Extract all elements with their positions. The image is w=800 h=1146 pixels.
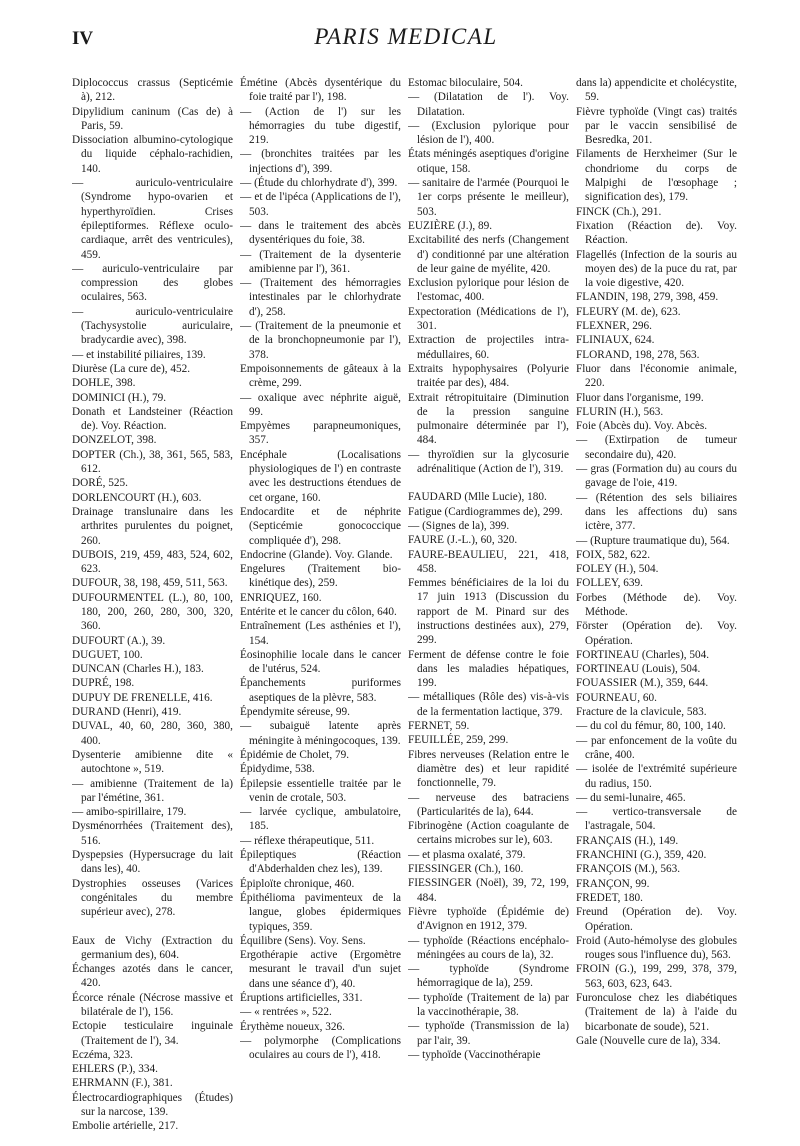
index-entry: EHLERS (P.), 334. [72, 1063, 158, 1076]
index-entry: Fluor dans l'économie animale, 220. [576, 362, 737, 390]
index-entry: — du col du fémur, 80, 100, 140. [576, 720, 726, 733]
index-entry: Entérite et le cancer du côlon, 640. [240, 605, 397, 618]
index-entry: Dissociation albumino-cytologique du liquide céphalo-rachidien, 140. [72, 134, 233, 175]
index-entry: Ferment de défense contre le foie dans les maladies hépatiques, 199. [408, 648, 569, 690]
index-entry: DUNCAN (Charles H.), 183. [72, 663, 204, 676]
index-entry: Empoisonnements de gâteaux à la crème, 299. [240, 362, 401, 390]
index-entry: — (Dilatation de l'). Voy. Dilatation. [408, 91, 569, 118]
index-entry: Électrocardiographiques (Études) sur la narcose, 139. [72, 1091, 233, 1119]
index-entry: — auriculo-ventriculaire (Syndrome hypo-ovarien et hyperthyroïdien. Crises épileptiformes. Réflexe oculo-cardiaque, arrêt des ventricules), 459. [72, 177, 233, 261]
index-entry: — amibo-spirillaire, 179. [72, 806, 187, 819]
index-entry: FAUDARD (Mlle Lucie), 180. [408, 491, 547, 504]
index-entry: FLINIAUX, 624. [576, 334, 655, 347]
index-entry: Fixation (Réaction de). Voy. Réaction. [576, 219, 737, 247]
index-entry: FRANÇON, 99. [576, 877, 650, 890]
index-entry: — et de l'ipéca (Applications de l'), 503. [240, 191, 401, 218]
index-column-2 [240, 76, 401, 1134]
index-entry: FRANÇOIS (M.), 563. [576, 863, 681, 876]
index-entry: Épendymite séreuse, 99. [240, 706, 350, 719]
index-entry: Équilibre (Sens). Voy. Sens. [240, 934, 366, 947]
index-entry: Empyèmes parapneumoniques, 357. [240, 420, 401, 447]
index-entry: Épilepsie essentielle traitée par le venin de crotale, 503. [240, 777, 401, 804]
index-entry: — (Traitement des hémorragies intestinales par le chlorhydrate d'), 258. [240, 277, 401, 318]
index-entry: Épidémie de Cholet, 79. [240, 748, 350, 761]
index-entry: Furonculose chez les diabétiques (Traitement de la) à l'aide du bicarbonate de soude), 521. [576, 992, 737, 1033]
index-entry: — réflexe thérapeutique, 511. [240, 834, 375, 847]
index-entry: FAURE-BEAULIEU, 221, 418, 458. [408, 548, 569, 575]
index-entry: — auriculo-ventriculaire (Tachysystolie auriculaire, bradycardie avec), 398. [72, 305, 233, 347]
index-entry: Freund (Opération de). Voy. Opération. [576, 906, 737, 933]
index-entry: Dystrophies osseuses (Varices congénitales du membre supérieur avec), 278. [72, 877, 233, 919]
index-entry: DUPRÉ, 198. [72, 677, 135, 690]
index-entry: — gras (Formation du) au cours du gavage de l'oie, 419. [576, 463, 737, 490]
index-entry: Encéphale (Localisations physiologiques de l') en contraste avec les destructions étendues de cet organe, 160. [240, 448, 401, 504]
index-entry: — (Traitement de la dysenterie amibienne par l'), 361. [240, 248, 401, 275]
index-entry: Estomac biloculaire, 504. [408, 77, 523, 89]
index-entry: — « rentrées », 522. [240, 1006, 332, 1019]
index-entry: FLORAND, 198, 278, 563. [576, 348, 700, 361]
index-entry: DONZELOT, 398. [72, 434, 157, 447]
index-entry: Extraction de projectiles intra-médullaires, 60. [408, 334, 569, 361]
index-entry: Épithélioma pavimenteux de la langue, globes épidermiques typiques, 359. [240, 891, 401, 933]
index-entry: DOHLE, 398. [72, 377, 136, 390]
index-entry: Gale (Nouvelle cure de la), 334. [576, 1034, 721, 1047]
index-entry: Éruptions artificielles, 331. [240, 992, 363, 1004]
index-entry: Excitabilité des nerfs (Changement d') conditionné par une altération de leur gaine de myélite, 420. [408, 234, 569, 275]
index-entry: Endocrine (Glande). Voy. Glande. [240, 548, 393, 561]
index-entry: — auriculo-ventriculaire par compression des globes oculaires, 563. [72, 262, 233, 304]
index-entry: Endocardite et de néphrite (Septicémie gonococcique compliquée d'), 298. [240, 505, 401, 547]
index-entry: Extrait rétropituitaire (Diminution de la pression sanguine pulmonaire déterminée par l'), 484. [408, 391, 569, 447]
index-entry: Épidydime, 538. [240, 763, 315, 776]
index-entry: — (Extirpation de tumeur secondaire du), 420. [576, 434, 737, 461]
index-entry: DURAND (Henri), 419. [72, 706, 182, 719]
index-columns [72, 76, 740, 1134]
index-column-3 [408, 76, 569, 1134]
index-entry: Fièvre typhoïde (Épidémie de) d'Avignon en 1912, 379. [408, 905, 569, 933]
index-entry: Embolie artérielle, 217. [72, 1120, 179, 1133]
index-entry: DORÉ, 525. [72, 477, 128, 490]
index-entry: FINCK (Ch.), 291. [576, 205, 662, 218]
index-entry: DOMINICI (H.), 79. [72, 391, 167, 404]
index-entry: — par enfoncement de la voûte du crâne, 400. [576, 734, 737, 761]
index-entry: — typhoïde (Vaccinothérapie [408, 1048, 541, 1061]
index-entry: Ectopie testiculaire inguinale (Traitement de l'), 34. [72, 1020, 233, 1047]
index-entry: — thyroïdien sur la glycosurie adrénalitique (Action de l'), 319. [408, 448, 569, 476]
index-entry: — larvée cyclique, ambulatoire, 185. [240, 806, 401, 833]
index-entry: — (Traitement de la pneumonie et de la bronchopneumonie par l'), 378. [240, 320, 401, 361]
index-entry: DUGUET, 100. [72, 648, 143, 661]
index-entry: Éosinophilie locale dans le cancer de l'utérus, 524. [240, 648, 401, 676]
index-entry: — (Action de l') sur les hémorragies du tube digestif, 219. [240, 105, 401, 147]
index-entry: Diplococcus crassus (Septicémie à), 212. [72, 77, 233, 104]
index-entry: — et instabilité piliaires, 139. [72, 348, 206, 361]
index-entry: — typhoïde (Réactions encéphalo-méningées au cours de la), 32. [408, 934, 569, 961]
index-entry: DORLENCOURT (H.), 603. [72, 491, 202, 504]
index-entry: FOIX, 582, 622. [576, 548, 651, 561]
index-entry: FLANDIN, 198, 279, 398, 459. [576, 291, 719, 304]
index-entry: — dans le traitement des abcès dysentériques du foie, 38. [240, 219, 401, 247]
index-entry: Fibres nerveuses (Relation entre le diamètre des) et leur rapidité fonctionnelle, 79. [408, 748, 569, 790]
index-entry: États méningés aseptiques d'origine otique, 158. [408, 148, 569, 175]
index-entry: FRANCHINI (G.), 359, 420. [576, 849, 707, 862]
index-entry: — nerveuse des batraciens (Particularités de la), 644. [408, 791, 569, 818]
index-entry: Förster (Opération de). Voy. Opération. [576, 620, 737, 647]
index-entry: Exclusion pylorique pour lésion de l'estomac, 400. [408, 277, 569, 304]
index-entry: Forbes (Méthode de). Voy. Méthode. [576, 591, 737, 618]
index-entry: FLEXNER, 296. [576, 320, 652, 333]
index-entry: FLEURY (M. de), 623. [576, 305, 681, 318]
page-number: IV [72, 28, 94, 49]
index-entry: DUFOURMENTEL (L.), 80, 100, 180, 200, 260, 280, 300, 320, 360. [72, 591, 233, 633]
index-entry: DUFOURT (A.), 39. [72, 634, 166, 647]
index-entry: FAURE (J.-L.), 60, 320. [408, 534, 518, 547]
index-entry: — polymorphe (Complications oculaires au cours de l'), 418. [240, 1034, 401, 1062]
index-entry: — oxalique avec néphrite aiguë, 99. [240, 391, 401, 418]
index-entry: Eaux de Vichy (Extraction du germanium des), 604. [72, 934, 233, 961]
index-entry: DUFOUR, 38, 198, 459, 511, 563. [72, 577, 228, 590]
index-entry: FIESSINGER (Noël), 39, 72, 199, 484. [408, 877, 569, 904]
index-entry: Émétine (Abcès dysentérique du foie traité par l'), 198. [240, 77, 401, 104]
index-entry: Donath et Landsteiner (Réaction de). Voy. Réaction. [72, 405, 233, 433]
index-entry: FOLLEY, 639. [576, 577, 643, 590]
index-entry: EHRMANN (F.), 381. [72, 1077, 173, 1090]
index-entry: Drainage translunaire dans les arthrites purulentes du poignet, 260. [72, 505, 233, 547]
index-entry: FEUILLÉE, 259, 299. [408, 734, 509, 747]
index-entry: DUVAL, 40, 60, 280, 360, 380, 400. [72, 720, 233, 747]
index-entry: Entraînement (Les asthénies et l'), 154. [240, 620, 401, 647]
index-entry: Dyspepsies (Hypersucrage du lait dans les), 40. [72, 849, 233, 876]
index-entry: Filaments de Herxheimer (Sur le chondriome du corps de Malpighi de l'œsophage ; signification des), 179. [576, 148, 737, 204]
index-entry: DUPUY DE FRENELLE, 416. [72, 691, 213, 704]
index-entry: Érythème noueux, 326. [240, 1020, 345, 1033]
index-entry: Ergothérapie active (Ergomètre mesurant le travail d'un sujet dans une séance d'), 40. [240, 949, 401, 990]
index-entry: FORTINEAU (Charles), 504. [576, 648, 710, 661]
index-entry: Fièvre typhoïde (Vingt cas) traités par le vaccin sensibilisé de Besredka, 201. [576, 105, 737, 147]
index-entry: Extraits hypophysaires (Polyurie traitée par des), 484. [408, 362, 569, 390]
index-entry: Engelures (Traitement bio-kinétique des), 259. [240, 563, 401, 590]
index-entry: Diurèse (La cure de), 452. [72, 362, 191, 375]
index-entry: FROIN (G.), 199, 299, 378, 379, 563, 603, 623, 643. [576, 963, 737, 990]
index-entry: — subaiguë latente après méningite à méningocoques, 139. [240, 720, 401, 747]
index-entry: Épiploïte chronique, 460. [240, 877, 355, 890]
index-entry: — (bronchites traitées par les injections d'), 399. [240, 148, 401, 175]
index-entry: Femmes bénéficiaires de la loi du 17 juin 1913 (Discussion du rapport de M. Pinard sur des instructions destinées aux), 279, 299. [408, 577, 569, 647]
index-entry: FOUASSIER (M.), 359, 644. [576, 677, 709, 690]
index-entry: FOURNEAU, 60. [576, 691, 657, 704]
index-entry: — vertico-transversale de l'astragale, 504. [576, 806, 737, 833]
index-entry: Dipylidium caninum (Cas de) à Paris, 59. [72, 105, 233, 132]
index-entry: Froid (Auto-hémolyse des globules rouges sous l'influence du), 563. [576, 934, 737, 962]
index-entry: Échanges azotés dans le cancer, 420. [72, 963, 233, 990]
index-entry: Flagellés (Infection de la souris au moyen des) de la puce du rat, par la voie digestive, 420. [576, 248, 737, 290]
index-entry: Dysménorrhées (Traitement des), 516. [72, 820, 233, 847]
index-entry: FOLEY (H.), 504. [576, 563, 659, 576]
index-entry: — amibienne (Traitement de la) par l'émétine, 361. [72, 777, 233, 804]
index-entry: — (Étude du chlorhydrate d'), 399. [240, 177, 398, 190]
index-entry: Épanchements puriformes aseptiques de la plèvre, 583. [240, 677, 401, 704]
index-entry: — typhoïde (Syndrome hémorragique de la), 259. [408, 963, 569, 990]
index-entry: — (Rupture traumatique du), 564. [576, 534, 730, 547]
index-entry: FIESSINGER (Ch.), 160. [408, 863, 524, 876]
index-entry: Expectoration (Médications de l'), 301. [408, 305, 569, 333]
index-entry: Fluor dans l'organisme, 199. [576, 391, 704, 404]
index-entry: FREDET, 180. [576, 891, 643, 904]
index-entry: ENRIQUEZ, 160. [240, 591, 322, 604]
index-entry: FORTINEAU (Louis), 504. [576, 663, 701, 676]
index-entry: — typhoïde (Traitement de la) par la vaccinothérapie, 38. [408, 991, 569, 1018]
index-entry: EUZIÈRE (J.), 89. [408, 219, 493, 232]
index-entry: Eczéma, 323. [72, 1048, 133, 1061]
index-entry: Fibrinogène (Action coagulante de certains microbes sur le), 603. [408, 820, 569, 847]
index-column-1 [72, 76, 233, 1134]
index-entry: — typhoïde (Transmission de la) par l'air, 39. [408, 1020, 569, 1047]
index-entry: — métalliques (Rôle des) vis-à-vis de la fermentation lactique, 379. [408, 691, 569, 718]
index-entry: — (Signes de la), 399. [408, 519, 510, 532]
index-entry: FERNET, 59. [408, 720, 470, 733]
index-entry: Épileptiques (Réaction d'Abderhalden chez les), 139. [240, 849, 401, 876]
index-entry: Fatigue (Cardiogrammes de), 299. [408, 505, 563, 518]
index-entry: — isolée de l'extrémité supérieure du radius, 150. [576, 763, 737, 790]
index-entry: — sanitaire de l'armée (Pourquoi le 1er corps présente le meilleur), 503. [408, 177, 569, 218]
index-entry: — et plasma oxalaté, 379. [408, 848, 526, 861]
index-entry: dans la) appendicite et cholécystite, 59. [576, 77, 737, 104]
index-entry: DUBOIS, 219, 459, 483, 524, 602, 623. [72, 548, 233, 576]
index-entry: Fracture de la clavicule, 583. [576, 706, 707, 719]
index-entry: FRANÇAIS (H.), 149. [576, 834, 679, 847]
index-entry: Écorce rénale (Nécrose massive et bilatérale de l'), 156. [72, 991, 233, 1018]
index-entry: — (Exclusion pylorique pour lésion de l'), 400. [408, 119, 569, 147]
page-header [72, 20, 740, 60]
index-entry: Foie (Abcès du). Voy. Abcès. [576, 420, 708, 433]
index-entry: Dysenterie amibienne dite « autochtone », 519. [72, 748, 233, 776]
index-entry: — du semi-lunaire, 465. [576, 791, 686, 804]
index-entry: — (Rétention des sels biliaires dans les affections du) sans ictère, 377. [576, 491, 737, 533]
index-entry: DOPTER (Ch.), 38, 361, 565, 583, 612. [72, 448, 233, 476]
index-entry: FLURIN (H.), 563. [576, 405, 664, 418]
index-column-4 [576, 76, 737, 1134]
journal-title: PARIS MEDICAL [314, 24, 498, 49]
